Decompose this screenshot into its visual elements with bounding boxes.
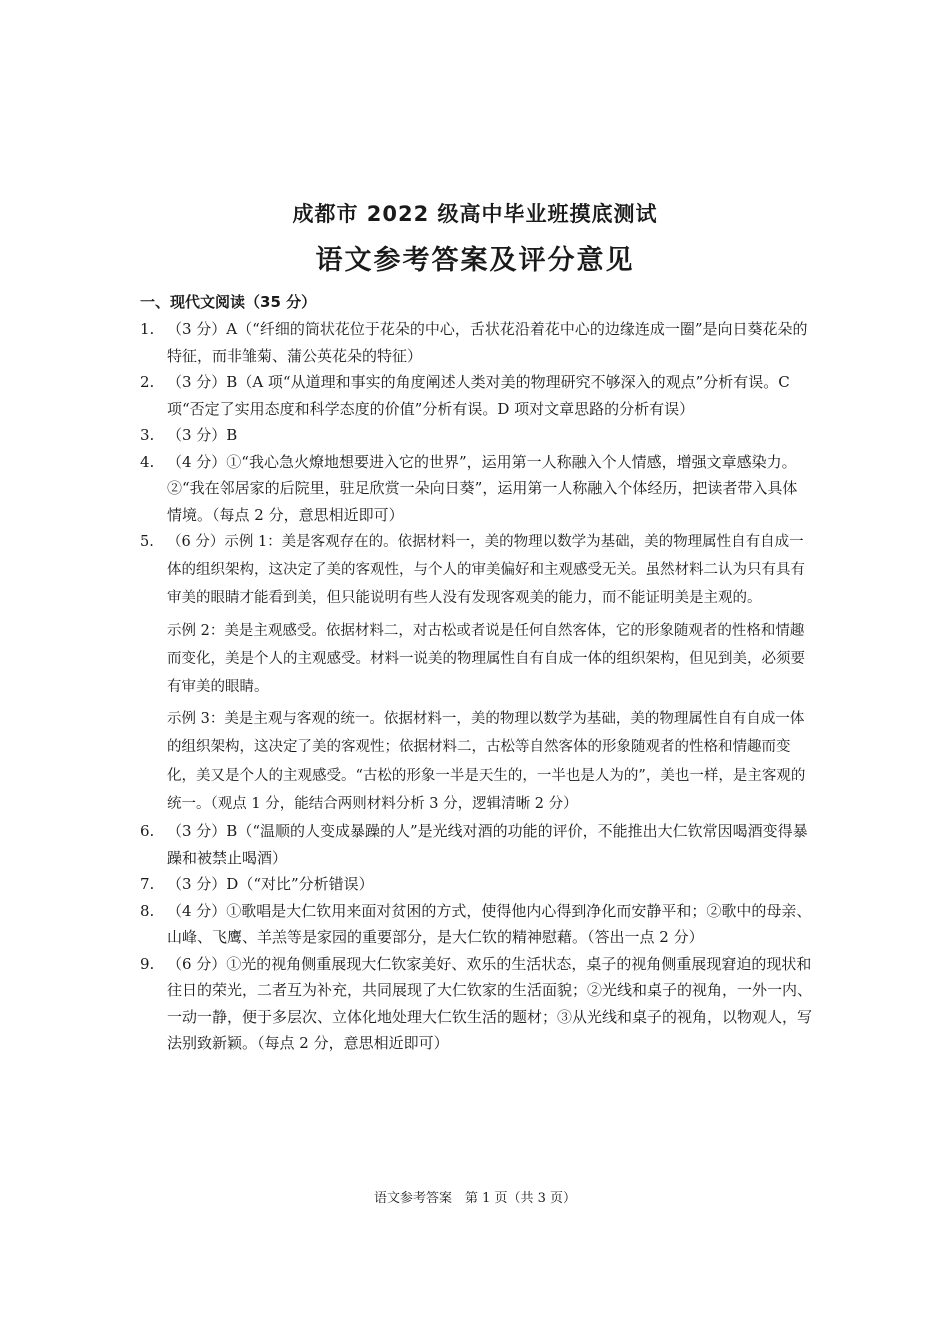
answer-number: 2. xyxy=(140,373,155,391)
page-footer: 语文参考答案 第 1 页（共 3 页） xyxy=(373,1191,577,1206)
answer-text: （3 分）B（A 项“从道理和事实的角度阐述人类对美的物理研究不够深入的观点”分析有误。C 项“否定了实用态度和科学态度的价值”分析有误。D 项对文章思路的分析有误） xyxy=(167,373,790,418)
answer-text: （3 分）D（“对比”分析错误） xyxy=(167,875,374,894)
answer-item-3 xyxy=(140,422,812,449)
answer-number: 9. xyxy=(140,954,155,973)
answer-text: （3 分）B（“温顺的人变成暴躁的人”是光线对酒的功能的评价，不能推出大仁钦常因喝酒变得暴躁和被禁止喝酒） xyxy=(167,822,808,867)
answer-example-3: 示例 3：美是主观与客观的统一。依据材料一，美的物理以数学为基础，美的物理属性自有自成一体的组织架构，这决定了美的客观性；依据材料二，古松等自然客体的形象随观者的性格和情趣而变化，美又是个人的主观感受。“古松的形象一半是天生的，一半也是人为的”，美也一样，是主客观的统一。（观点 1 分，能结合两则材料分析 3 分，逻辑清晰 2 分） xyxy=(167,711,806,812)
answer-text: （3 分）A（“纤细的筒状花位于花朵的中心，舌状花沿着花中心的边缘连成一圈”是向日葵花朵的特征，而非雏菊、蒲公英花朵的特征） xyxy=(167,320,808,365)
answer-number: 6. xyxy=(140,822,155,841)
answer-list xyxy=(140,316,812,1057)
answer-text: （3 分）B xyxy=(167,426,238,444)
exam-title: 成都市 2022 级高中毕业班摸底测试 xyxy=(292,202,658,226)
answer-number: 1. xyxy=(140,320,155,338)
answer-number: 8. xyxy=(140,901,155,920)
answer-item-9 xyxy=(140,951,812,1057)
answer-item-2 xyxy=(140,369,812,422)
answer-item-4 xyxy=(140,449,812,529)
answer-number: 5. xyxy=(140,534,154,550)
answer-item-1 xyxy=(140,316,812,369)
document-title: 语文参考答案及评分意见 xyxy=(315,245,635,276)
section-heading: 一、现代文阅读（35 分） xyxy=(140,293,317,311)
answer-number: 7. xyxy=(140,875,155,894)
answer-text: （4 分）①歌唱是大仁钦用来面对贫困的方式，使得他内心得到净化而安静平和；②歌中的母亲、山峰、飞鹰、羊羔等是家园的重要部分，是大仁钦的精神慰藉。（答出一点 2 分） xyxy=(167,901,812,947)
answer-text: （4 分）①“我心急火燎地想要进入它的世界”，运用第一人称融入个人情感，增强文章感染力。②“我在邻居家的后院里，驻足欣赏一朵向日葵”，运用第一人称融入个体经历，把读者带入具体情境。（每点 2 分，意思相近即可） xyxy=(167,452,798,524)
answer-item-7 xyxy=(140,871,812,898)
answer-example-2: 示例 2：美是主观感受。依据材料二，对古松或者说是任何自然客体，它的形象随观者的性格和情趣而变化，美是个人的主观感受。材料一说美的物理属性自有自成一体的组织架构，但见到美，必须要有审美的眼睛。 xyxy=(167,622,805,696)
answer-item-5 xyxy=(140,528,812,818)
answer-text: （6 分）①光的视角侧重展现大仁钦家美好、欢乐的生活状态，桌子的视角侧重展现窘迫的现状和往日的荣光，二者互为补充，共同展现了大仁钦家的生活面貌；②光线和桌子的视角，一外一内、一动一静，便于多层次、立体化地处理大仁钦生活的题材；③从光线和桌子的视角，以物观人，写法别致新颖。（每点 2 分，意思相近即可） xyxy=(167,954,813,1053)
answer-text: （6 分）示例 1：美是客观存在的。依据材料一，美的物理以数学为基础，美的物理属性自有自成一体的组织架构，这决定了美的客观性，与个人的审美偏好和主观感受无关。虽然材料二认为只有具有审美的眼睛才能看到美，但只能说明有些人没有发现客观美的能力，而不能证明美是主观的。 xyxy=(167,534,805,607)
answer-number: 3. xyxy=(140,426,155,444)
answer-number: 4. xyxy=(140,452,155,471)
answer-item-6 xyxy=(140,818,812,871)
answer-item-8 xyxy=(140,898,812,951)
